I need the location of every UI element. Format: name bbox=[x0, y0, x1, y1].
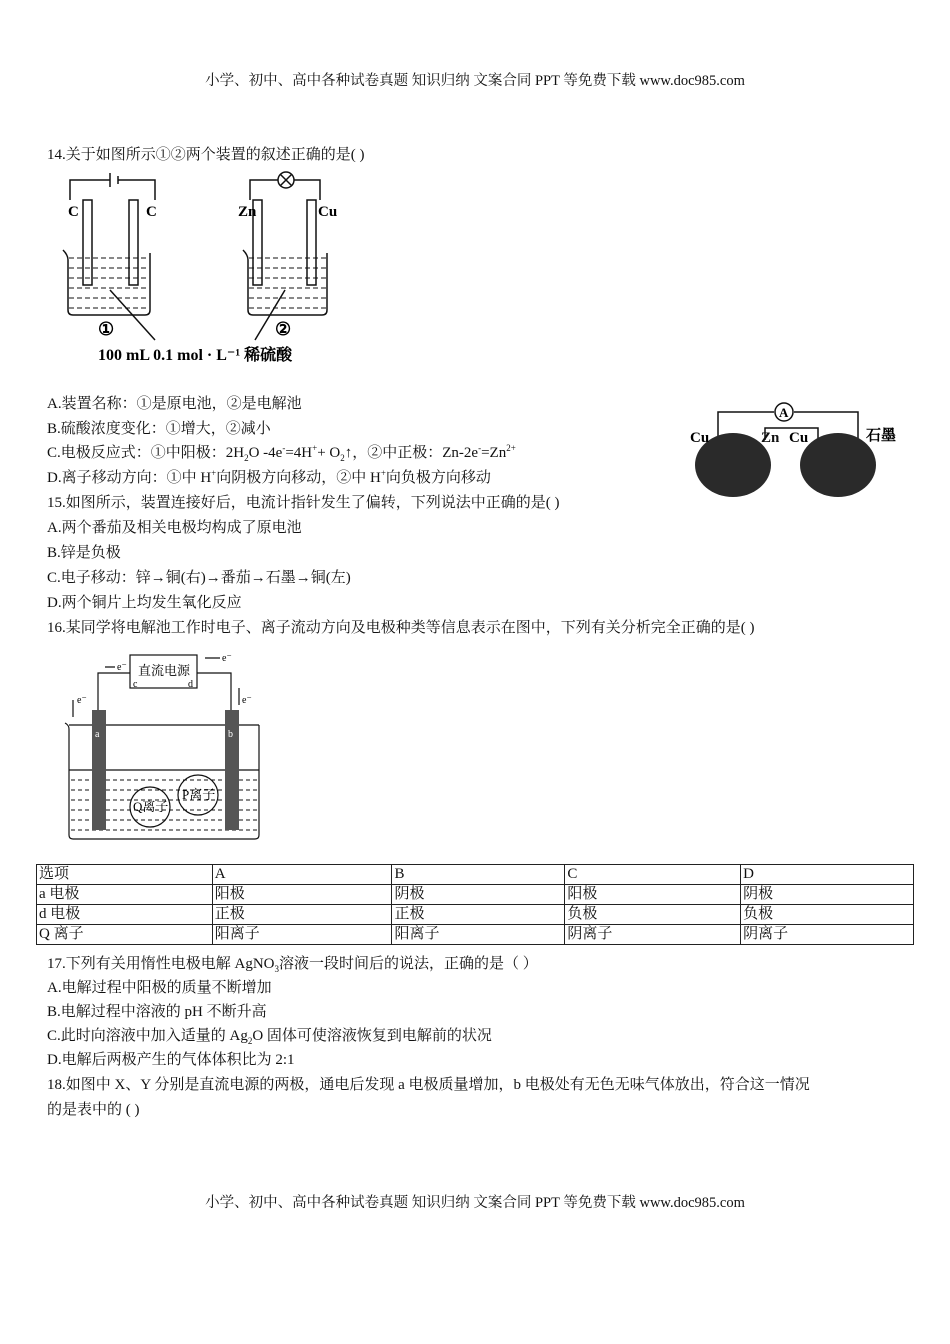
table-cell: A bbox=[212, 865, 392, 885]
table-cell: 选项 bbox=[37, 865, 213, 885]
q14-figure bbox=[60, 170, 338, 370]
electron-label-4: e⁻ bbox=[242, 695, 252, 706]
q16-options-table bbox=[36, 864, 914, 945]
electrode-a bbox=[92, 710, 106, 830]
table-row bbox=[37, 905, 914, 925]
electrode-zn: Zn bbox=[238, 204, 257, 220]
q16-stem: 16.某同学将电解池工作时电子、离子流动方向及电极种类等信息表示在图中，下列有关分析完全正确的是( ) bbox=[47, 620, 755, 636]
q18-stem-line2: 的是表中的 ( ) bbox=[47, 1102, 140, 1118]
solution-caption: 100 mL 0.1 mol · L⁻¹ 稀硫酸 bbox=[98, 347, 293, 364]
p-ion-label: P离子 bbox=[182, 787, 216, 802]
q14-option-b: B.硫酸浓度变化：①增大，②减小 bbox=[47, 421, 271, 437]
table-row bbox=[37, 865, 914, 885]
q18-stem-line1: 18.如图中 X、Y 分别是直流电源的两极，通电后发现 a 电极质量增加，b 电极处有无色无味气体放出，符合这一情况 bbox=[47, 1077, 810, 1093]
table-cell: d 电极 bbox=[37, 905, 213, 925]
device-2-label: ② bbox=[275, 319, 292, 339]
label-graphite: 石墨 bbox=[866, 428, 897, 444]
table-cell: 负极 bbox=[565, 905, 741, 925]
table-row bbox=[37, 885, 914, 905]
terminal-d: d bbox=[188, 679, 193, 690]
wire-1 bbox=[70, 180, 155, 200]
q15-option-a: A.两个番茄及相关电极均构成了原电池 bbox=[47, 520, 302, 536]
table-cell: 阳极 bbox=[212, 885, 392, 905]
table-cell: B bbox=[392, 865, 565, 885]
q16-electrolysis-figure bbox=[65, 645, 285, 845]
table-cell: 阴极 bbox=[392, 885, 565, 905]
table-cell: 阴离子 bbox=[741, 925, 914, 945]
electrode-c-right: C bbox=[146, 204, 157, 220]
electron-label-3: e⁻ bbox=[77, 695, 87, 706]
table-cell: 阳离子 bbox=[212, 925, 392, 945]
q15-stem: 15.如图所示，装置连接好后，电流计指针发生了偏转，下列说法中正确的是( ) bbox=[47, 495, 560, 511]
q14-stem: 14.关于如图所示①②两个装置的叙述正确的是( ) bbox=[47, 147, 365, 163]
electrode-b bbox=[225, 710, 239, 830]
page-footer: 小学、初中、高中各种试卷真题 知识归纳 文案合同 PPT 等免费下载 www.doc985.com bbox=[205, 1195, 745, 1211]
label-zn: Zn bbox=[761, 430, 780, 446]
q14-option-d: D.离子移动方向：①中 H+向阴极方向移动，②中 H+向负极方向移动 bbox=[47, 468, 491, 486]
table-cell: Q 离子 bbox=[37, 925, 213, 945]
table-cell: 阴极 bbox=[741, 885, 914, 905]
label-a: a bbox=[95, 729, 100, 740]
table-cell: 阴离子 bbox=[565, 925, 741, 945]
table-cell: 正极 bbox=[212, 905, 392, 925]
q15-option-d: D.两个铜片上均发生氧化反应 bbox=[47, 595, 242, 611]
power-source-label: 直流电源 bbox=[138, 663, 191, 678]
q15-tomato-figure bbox=[688, 400, 908, 500]
electrode-c-left: C bbox=[68, 204, 79, 220]
table-cell: C bbox=[565, 865, 741, 885]
ammeter-label: A bbox=[779, 405, 789, 420]
table-row bbox=[37, 925, 914, 945]
label-cu-mid: Cu bbox=[789, 430, 809, 446]
table-cell: a 电极 bbox=[37, 885, 213, 905]
q15-option-b: B.锌是负极 bbox=[47, 545, 121, 561]
electrode-cu: Cu bbox=[318, 204, 338, 220]
tomato-right bbox=[800, 433, 876, 497]
table-cell: D bbox=[741, 865, 914, 885]
q17-stem: 17.下列有关用惰性电极电解 AgNO$_3$溶液一段时间后的说法，正确的是（ ） bbox=[47, 956, 538, 974]
label-cu-left: Cu bbox=[690, 430, 710, 446]
q-ion-label: Q离子 bbox=[133, 799, 169, 814]
label-b: b bbox=[228, 729, 233, 740]
table-cell: 阳极 bbox=[565, 885, 741, 905]
q14-option-c: C.电极反应式：①中阳极：$2H_2O$ $-4e^-=4H^++ O_2↑$，②中正极：$Zn-2e^-=Zn^{2+}$ bbox=[47, 443, 516, 463]
table-cell: 阳离子 bbox=[392, 925, 565, 945]
q17-option-b: B.电解过程中溶液的 pH 不断升高 bbox=[47, 1004, 267, 1020]
electron-label-2: e⁻ bbox=[222, 653, 232, 664]
q17-option-c: C.此时向溶液中加入适量的 $Ag_2O$ 固体可使溶液恢复到电解前的状况 bbox=[47, 1028, 492, 1046]
q17-option-a: A.电解过程中阳极的质量不断增加 bbox=[47, 980, 272, 996]
table-cell: 负极 bbox=[741, 905, 914, 925]
q17-option-d: D.电解后两极产生的气体体积比为 2:1 bbox=[47, 1052, 295, 1068]
q15-option-c: C.电子移动：锌→铜(右)→番茄→石墨→铜(左) bbox=[47, 570, 351, 586]
device-1-label: ① bbox=[98, 319, 115, 339]
table-cell: 正极 bbox=[392, 905, 565, 925]
page-header: 小学、初中、高中各种试卷真题 知识归纳 文案合同 PPT 等免费下载 www.doc985.com bbox=[205, 73, 745, 89]
terminal-c: c bbox=[133, 679, 138, 690]
electron-label-1: e⁻ bbox=[117, 662, 127, 673]
q14-option-a: A.装置名称：①是原电池，②是电解池 bbox=[47, 396, 302, 412]
